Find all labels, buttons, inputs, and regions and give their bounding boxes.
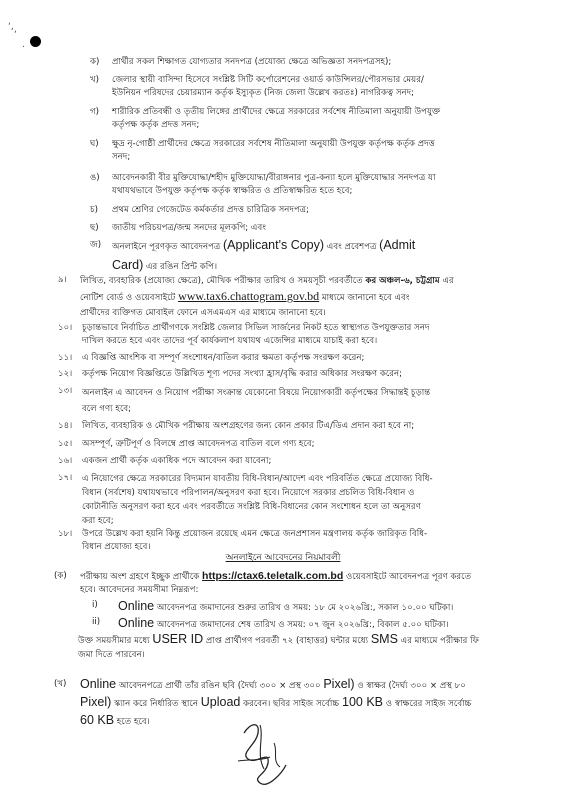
- list-item-ga: [90, 106, 530, 132]
- item-label: ১৭।: [58, 473, 73, 483]
- schedule-item-i: [92, 599, 542, 616]
- item-line: বলে গণ্য হবে;: [82, 404, 132, 414]
- fee-note: [78, 632, 548, 662]
- admit-card-text: (Admit: [379, 238, 416, 252]
- list-item-ka: [90, 56, 530, 69]
- pixel-text: Pixel): [80, 695, 112, 709]
- item-text: ও স্বাক্ষর (দৈর্ঘ্য ৩০০ × প্রস্থ ৮০: [357, 681, 466, 691]
- item-label: ঘ): [90, 139, 99, 149]
- item-text: হতে হবে।: [116, 717, 150, 727]
- item-text: মাধ্যমে জানানো হবে এবং: [321, 293, 410, 303]
- online-text: Online: [80, 677, 117, 691]
- item-line: অসম্পূর্ণ, ত্রুটিপূর্ণ ও বিলম্বে প্রাপ্ত আবেদনপত্র বাতিল বলে গণ্য হবে;: [82, 439, 315, 449]
- item-line: হবে। আবেদনের সময়সীমা নিম্নরূপ:: [80, 585, 199, 595]
- section-title: অনলাইনে আবেদনের নিয়মাবলী: [225, 553, 341, 563]
- item-text: ওয়েবসাইটে আবেদনপত্র পূরণ করতে: [345, 572, 472, 582]
- list-item-12: [58, 368, 538, 381]
- item-text: অনলাইনে পূরণকৃত আবেদনপত্র: [112, 242, 221, 252]
- item-line: কোটানীতি অনুসরণ করা হবে এবং পরবর্তীতে সংশ্লিষ্ট বিধি-বিধানের কোন সংশোধন হলে তা অনুসরণ: [82, 502, 421, 512]
- item-line: জাতীয় পরিচয়পত্র/জন্ম সনদের মূলকপি; এবং: [112, 223, 266, 233]
- list-item-17: [58, 472, 538, 528]
- item-line: একজন প্রার্থী কর্তৃক একাধিক পদে আবেদন করা যাবেনা;: [82, 456, 272, 466]
- applicant-copy-text: (Applicant's Copy): [223, 238, 325, 252]
- item-text: ও স্বাক্ষরের সাইজ সর্বোচ্চ: [385, 699, 472, 709]
- item-text: প্রাপ্ত প্রার্থীগণ পরবর্তী ৭২ (বাহাত্তর) ঘন্টার মধ্যে: [205, 636, 369, 646]
- item-line: বিধান (সর্বশেষ) যথাযথভাবে পরিপালন/অনুসরণ করা হবে। নিয়োগে সরকার প্রচলিত বিধি-বিধান ও: [82, 488, 415, 498]
- item-line: যথাযথভাবে উপযুক্ত কর্তৃপক্ষ কর্তৃক স্বাক্ষরিত ও প্রতিস্বাক্ষরিত হতে হবে;: [112, 186, 353, 196]
- sms-text: SMS: [370, 632, 398, 646]
- item-line: [80, 694, 472, 712]
- item-line: প্রার্থীদের ব্যক্তিগত মোবাইল ফোনে এসএমএস এর মাধ্যমে জানানো হবে।: [80, 308, 326, 318]
- item-line: জমা দিতে পারবেন।: [78, 650, 145, 660]
- item-label: ১৩।: [58, 386, 73, 396]
- item-line: ইউনিয়ন পরিষদের চেয়ারম্যান কর্তৃক ইস্যুকৃত (নিজ জেলা উল্লেখ করতঃ) নাগরিকত্ব সনদ;: [112, 88, 415, 98]
- item-text: এর মাধ্যমে পরীক্ষার ফি: [400, 636, 479, 646]
- item-label: ১৫।: [58, 439, 73, 449]
- list-item-ja: [90, 236, 550, 276]
- item-line: বিধান প্রযোজ্য হবে।: [82, 542, 151, 552]
- item-text: নোটিশ বোর্ড ও ওয়েবসাইটে: [80, 293, 176, 303]
- size-limit-text: 100 KB: [342, 695, 384, 709]
- item-label: খ): [90, 75, 99, 85]
- item-line: প্রথম শ্রেণির গেজেটেড কর্মকর্তার প্রদত্ত চারিত্রিক সনদপত্র;: [112, 205, 309, 215]
- item-label: ১১।: [58, 353, 73, 363]
- scan-speck: ‘: [14, 30, 17, 40]
- item-line: সনদ;: [112, 152, 131, 162]
- item-label: ঙ): [90, 173, 100, 183]
- item-text: স্ক্যান করে নির্ধারিত স্থানে: [114, 699, 198, 709]
- item-text: পরীক্ষায় অংশ গ্রহণে ইচ্ছুক প্রার্থীকে: [80, 572, 200, 582]
- list-item-13: [58, 385, 538, 417]
- item-label: i): [92, 600, 98, 610]
- list-item-11: [58, 352, 538, 365]
- item-text: এর রঙিন প্রিন্ট কপি।: [146, 262, 218, 272]
- upload-text: Upload: [200, 695, 241, 709]
- item-line: এ বিজ্ঞপ্তি আংশিক বা সম্পূর্ণ সংশোধন/বাতিল করার ক্ষমতা কর্তৃপক্ষ সংরক্ষণ করেন;: [82, 353, 365, 363]
- item-line: কর্তৃপক্ষ নিয়োগ বিজ্ঞপ্তিতে উল্লিখিত শূণ্য পদের সংখ্যা হ্রাস/বৃদ্ধি করার অধিকার সংরক্ষণ করেন;: [82, 369, 403, 379]
- item-line: দাখিল করতে হবে এবং তাদের পূর্ব কার্যকলাপ যথাযথ এজেন্সির মাধ্যমে যাচাই করা হবে।: [82, 336, 378, 346]
- item-label: ৯।: [58, 275, 67, 285]
- list-item-uma: [90, 172, 530, 198]
- website-link[interactable]: www.tax6.chattogram.gov.bd: [178, 289, 320, 303]
- item-line: করা হবে;: [82, 516, 114, 526]
- item-label: গ): [90, 107, 99, 117]
- item-line: অনলাইন এ আবেদন ও নিয়োগ পরীক্ষা সংক্রান্ত যেকোনো বিষয়ে নিয়োগকারী কর্তৃপক্ষের সিদ্ধান্তই চূড়ান্ত: [82, 388, 431, 398]
- item-text: আবেদনপত্র জমাদানের শুরুর তারিখ ও সময়: ১৮ মে ২০২৬খ্রি:, সকাল ১০.০০ ঘটিকা।: [156, 603, 454, 613]
- list-item-14: [58, 420, 538, 433]
- online-text: Online: [118, 616, 155, 630]
- item-line: ক্ষুদ্র নৃ-গোষ্ঠী প্রার্থীদের ক্ষেত্রে সরকারের সর্বশেষ নীতিমালা অনুযায়ী উপযুক্ত কর্তৃপক্ষ কর্তৃক প্রদত্ত: [112, 139, 435, 149]
- item-line: [112, 256, 415, 276]
- item-line: লিখিত, ব্যবহারিক ও মৌখিক পরীক্ষায় অংশগ্রহণের জন্য কোন প্রকার টিএ/ডিএ প্রদান করা হবে না;: [82, 421, 415, 431]
- item-line: কর্তৃপক্ষ কর্তৃক প্রদত্ত সনদ;: [112, 120, 200, 130]
- list-item-10: [58, 322, 538, 348]
- item-text: আবেদনপত্র জমাদানের শেষ তারিখ ও সময়: ০৭ জুন ২০২৬খ্রি:, বিকাল ৫.০০ ঘটিকা।: [156, 620, 449, 630]
- item-line: প্রার্থীর সকল শিক্ষাগত যোগ্যতার সনদপত্র (প্রযোজ্য ক্ষেত্রে অভিজ্ঞতা সনদপত্রসহ);: [112, 57, 392, 67]
- item-line: [112, 236, 415, 256]
- pixel-text: Pixel): [323, 677, 355, 691]
- scan-speck: .: [22, 40, 25, 50]
- item-line: আবেদনকারী বীর মুক্তিযোদ্ধা/শহীদ মুক্তিযোদ্ধা/বীরাঙ্গনার পুত্র-কন্যা হলে মুক্তিযোদ্ধার সনদপত্র যা: [112, 173, 436, 183]
- item-label: ছ): [90, 223, 99, 233]
- online-text: Online: [118, 599, 155, 613]
- item-line: চূড়ান্তভাবে নির্বাচিত প্রার্থীগণকে সংশ্লিষ্ট জেলার সিভিল সার্জনের নিকট হতে স্বাস্থ্যগত উপযুক্ততার সনদ: [82, 323, 430, 333]
- item-label: জ): [90, 240, 102, 250]
- list-item-15: [58, 438, 538, 451]
- item-text: উক্ত সময়সীমার মধ্যে: [78, 636, 150, 646]
- list-item-kha: [90, 74, 530, 100]
- item-text: এর: [442, 276, 454, 286]
- item-line: জেলার স্থায়ী বাসিন্দা হিসেবে সংশ্লিষ্ট সিটি কর্পোরেশনের ওয়ার্ড কাউন্সিলর/পৌরসভার মেয়র/: [112, 75, 424, 85]
- item-label: ক): [90, 57, 100, 67]
- hole-punch-dot: [30, 36, 41, 47]
- item-line: [78, 632, 479, 648]
- schedule-item-ii: [92, 616, 542, 633]
- scan-speck: ‘,: [8, 22, 14, 32]
- item-label: ১২।: [58, 369, 73, 379]
- item-label: ১৪।: [58, 421, 73, 431]
- item-line: [80, 570, 471, 584]
- item-label: ii): [92, 617, 101, 627]
- item-text: লিখিত, ব্যবহারিক (প্রযোজ্য ক্ষেত্রে), মৌখিক পরীক্ষার তারিখ ও সময়সূচী পরবর্তীতে: [80, 276, 363, 286]
- teletalk-link[interactable]: https://ctax6.teletalk.com.bd: [202, 570, 344, 582]
- item-label: (খ): [54, 679, 67, 689]
- online-rule-ka: [54, 570, 544, 597]
- item-line: এ নিয়োগের ক্ষেত্রে সরকারের বিদ্যমান যাবতীয় বিধি-বিধান/আদেশ এবং পরিবর্তিত ক্ষেত্রে প্রযোজ্য বিধি-: [82, 474, 433, 484]
- item-line: [80, 676, 472, 694]
- item-label: (ক): [54, 571, 67, 581]
- item-label: চ): [90, 205, 98, 215]
- list-item-chha: [90, 222, 530, 235]
- item-line: [80, 289, 454, 306]
- admit-card-text: Card): [112, 258, 144, 272]
- item-label: ১০।: [58, 323, 73, 333]
- item-text: করবেন। ছবির সাইজ সর্বোচ্চ: [243, 699, 340, 709]
- item-text: এবং প্রবেশপত্র: [326, 242, 377, 252]
- item-line: উপরে উল্লেখ করা হয়নি কিন্তু প্রয়োজন রয়েছে এমন ক্ষেত্রে জনপ্রশাসন মন্ত্রণালয় কর্তৃক জারিকৃত বিধি-: [82, 529, 428, 539]
- list-item-gha: [90, 138, 530, 164]
- list-item-9: [58, 274, 538, 321]
- item-line: শারীরিক প্রতিবন্ধী ও তৃতীয় লিঙ্গের প্রার্থীদের ক্ষেত্রে সরকারের সর্বশেষ নীতিমালা অনুযায়ী উপযুক্ত: [112, 107, 441, 117]
- item-label: ১৮।: [58, 529, 73, 539]
- list-item-16: [58, 455, 538, 468]
- item-line: [80, 274, 454, 289]
- signature: [230, 715, 300, 790]
- item-label: ১৬।: [58, 456, 73, 466]
- list-item-cha: [90, 204, 530, 217]
- size-limit-text: 60 KB: [80, 713, 115, 727]
- tax-zone-name: কর অঞ্চল-৬, চট্টগ্রাম: [365, 276, 440, 286]
- item-text: আবেদনপত্রে প্রার্থী তাঁর রঙিন ছবি (দৈর্ঘ্য ৩০০ × প্রস্থ ৩০০: [118, 681, 321, 691]
- user-id-text: USER ID: [152, 632, 204, 646]
